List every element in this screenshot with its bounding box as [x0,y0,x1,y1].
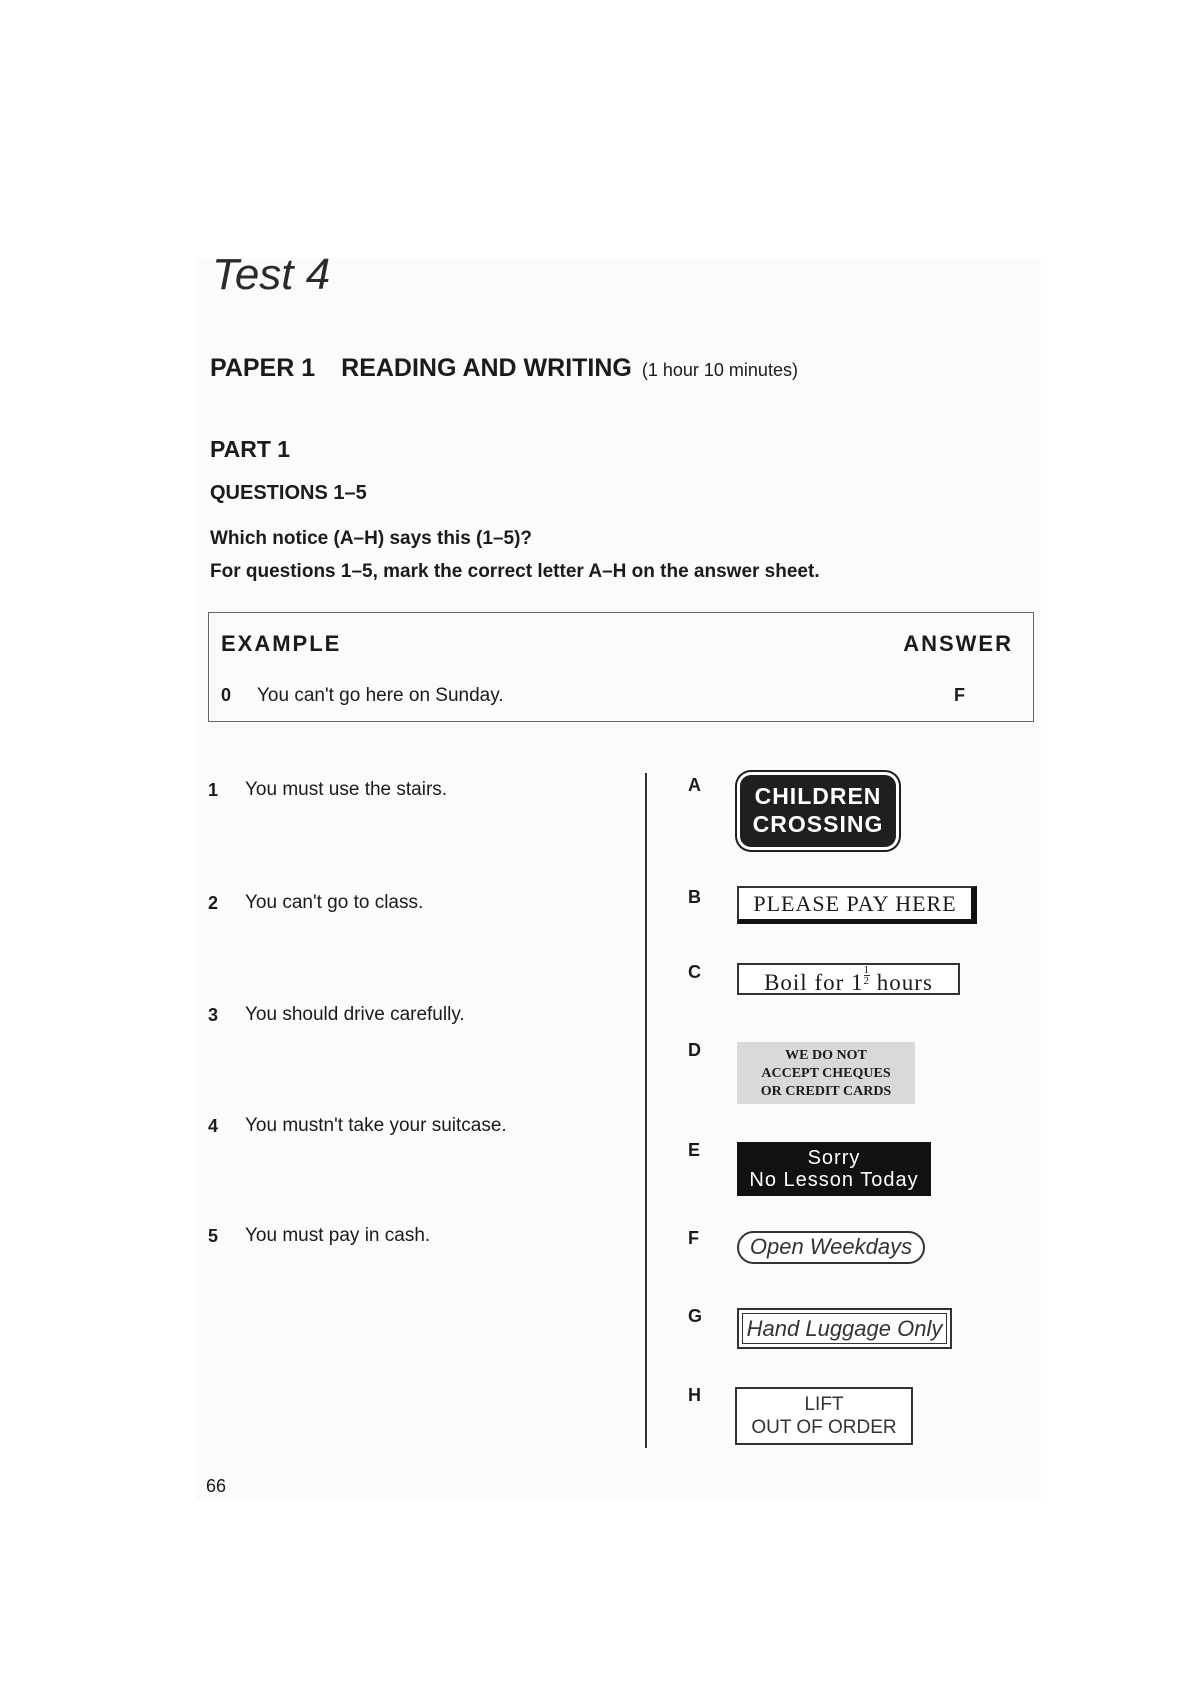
notice-line: Hand Luggage Only [746,1316,943,1341]
notice-line: OUT OF ORDER [751,1417,897,1438]
question-number: 4 [208,1116,219,1136]
question-text: You must pay in cash. [245,1225,431,1246]
notice-line: CHILDREN [754,783,882,809]
question-text: You mustn't take your suitcase. [245,1115,507,1136]
question-text: You should drive carefully. [245,1004,465,1025]
notice-letter: D [688,1040,701,1060]
notice-lift-out-of-order [735,1387,913,1445]
notice-line: Open Weekdays [749,1234,913,1259]
paper-heading [210,354,798,383]
question-text: You must use the stairs. [245,779,448,800]
instruction-line-2: For questions 1–5, mark the correct letter A–H on the answer sheet. [210,561,820,582]
notice-line: Sorry [807,1147,861,1169]
example-answer: F [954,685,965,705]
notice-hand-luggage [737,1308,952,1349]
notice-letter: E [688,1140,701,1160]
part-title: PART 1 [210,436,291,462]
notice-line: No Lesson Today [749,1169,919,1191]
page-number: 66 [206,1476,227,1496]
fraction-denominator: 2 [863,975,871,987]
question-number: 3 [208,1005,219,1025]
notice-letter: G [688,1306,703,1326]
notice-please-pay-here [737,886,977,924]
notice-line: WE DO NOT [785,1048,867,1063]
notice-letter: H [688,1385,701,1405]
answer-label: ANSWER [903,631,1013,656]
paper-name: READING AND WRITING [341,354,632,382]
paper-duration: (1 hour 10 minutes) [641,360,798,380]
notice-children-crossing [737,772,899,850]
notice-line: LIFT [804,1394,844,1415]
notice-letter: C [688,962,701,982]
notice-no-cheques [737,1042,915,1104]
notice-letter: F [688,1228,699,1248]
notice-no-lesson [737,1142,931,1196]
questions-title: QUESTIONS 1–5 [210,482,367,504]
notice-open-weekdays [737,1231,925,1264]
notice-letter: B [688,887,701,907]
column-divider [645,773,647,1448]
example-label: EXAMPLE [221,631,342,656]
notice-text: Boil for 1 [764,970,864,995]
notice-letter: A [688,775,701,795]
notice-line: CROSSING [752,811,884,837]
question-number: 1 [208,780,219,800]
question-number: 5 [208,1226,219,1246]
notice-boil [737,963,960,995]
question-text: You can't go to class. [245,892,424,913]
instruction-line-1: Which notice (A–H) says this (1–5)? [210,528,533,549]
example-text: You can't go here on Sunday. [257,685,504,706]
notice-line: ACCEPT CHEQUES [761,1066,891,1081]
fraction-numerator: 1 [863,964,871,976]
notice-line: OR CREDIT CARDS [760,1084,892,1099]
test-title: Test 4 [212,250,331,299]
notice-text: hours [870,970,933,995]
notice-line: PLEASE PAY HERE [753,891,957,916]
example-number: 0 [221,685,232,705]
question-number: 2 [208,893,219,913]
paper-label: PAPER 1 [210,354,316,382]
example-box [208,612,1034,722]
